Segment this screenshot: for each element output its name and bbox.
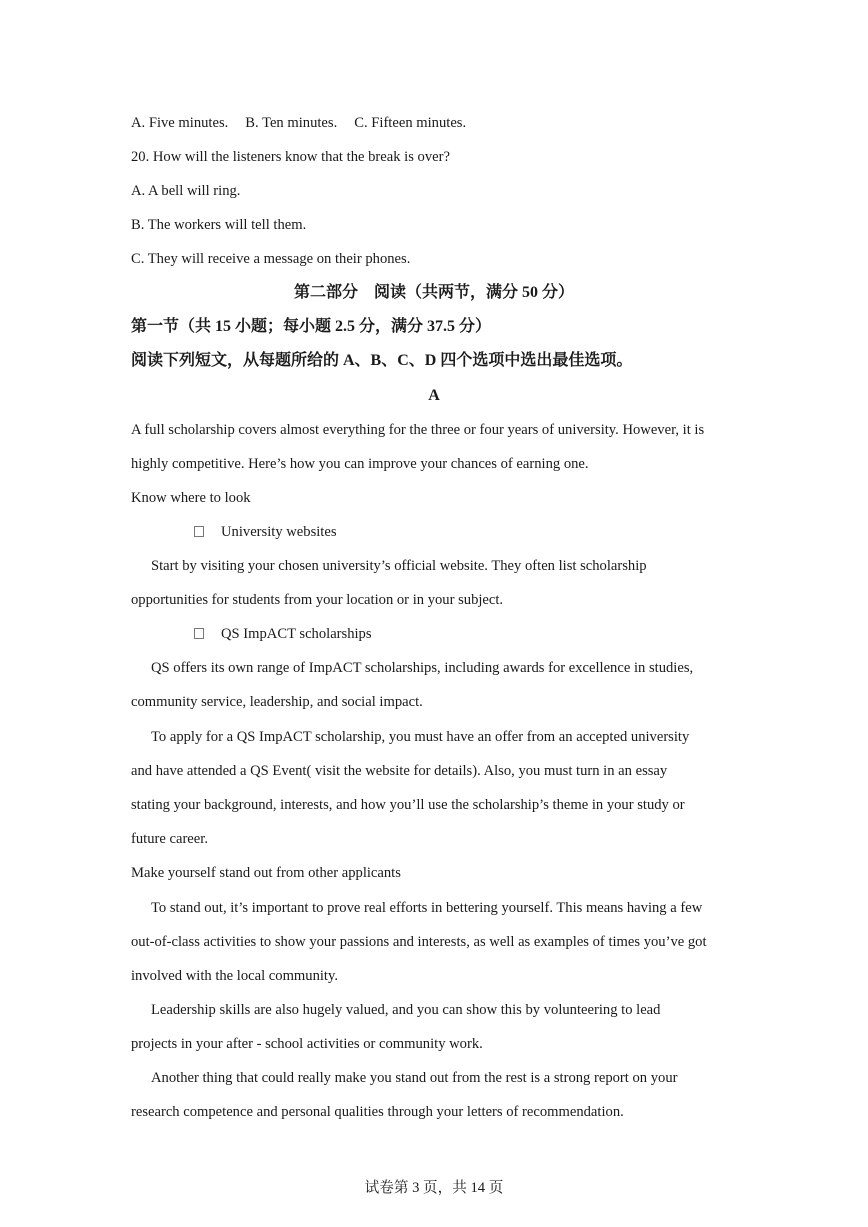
checkbox-bullet-icon: [194, 628, 204, 639]
paragraph-line: QS offers its own range of ImpACT scholarships, including awards for excellence in studies,: [151, 660, 694, 676]
paragraph-line: involved with the local community.: [131, 968, 338, 984]
paragraph-line: and have attended a QS Event( visit the website for details). Also, you must turn in an essay: [131, 763, 668, 779]
q20-option-a: A. A bell will ring.: [131, 183, 241, 199]
bullet-qs-impact: [194, 624, 372, 644]
q20-question: 20. How will the listeners know that the break is over?: [131, 149, 450, 165]
paragraph-line: stating your background, interests, and how you’ll use the scholarship’s theme in your study or: [131, 797, 685, 813]
paragraph-line: highly competitive. Here’s how you can improve your chances of earning one.: [131, 456, 589, 472]
paragraph-line: research competence and personal qualities through your letters of recommendation.: [131, 1104, 624, 1120]
paragraph-line: out-of-class activities to show your passions and interests, as well as examples of times you’ve got: [131, 934, 707, 950]
section1-title: 第一节（共 15 小题；每小题 2.5 分，满分 37.5 分）: [131, 318, 492, 335]
paragraph-line: Leadership skills are also hugely valued, and you can show this by volunteering to lead: [151, 1002, 661, 1018]
paragraph-line: projects in your after - school activities or community work.: [131, 1036, 483, 1052]
q19-option-a: A. Five minutes.: [131, 115, 229, 131]
subheading-know-where: Know where to look: [131, 490, 251, 506]
checkbox-bullet-icon: [194, 526, 204, 537]
bullet-label: QS ImpACT scholarships: [221, 626, 372, 642]
paragraph-line: To apply for a QS ImpACT scholarship, you must have an offer from an accepted university: [151, 729, 690, 745]
paragraph-line: A full scholarship covers almost everything for the three or four years of university. However, it is: [131, 422, 705, 438]
bullet-label: University websites: [221, 524, 337, 540]
passage-label: A: [428, 387, 440, 404]
q20-option-b: B. The workers will tell them.: [131, 217, 307, 233]
paragraph-line: Start by visiting your chosen university’s official website. They often list scholarship: [151, 558, 647, 574]
paragraph-line: To stand out, it’s important to prove real efforts in bettering yourself. This means having a few: [151, 900, 703, 916]
instructions: 阅读下列短文，从每题所给的 A、B、C、D 四个选项中选出最佳选项。: [131, 352, 633, 369]
paragraph-line: Another thing that could really make you stand out from the rest is a strong report on your: [151, 1070, 678, 1086]
paragraph-line: opportunities for students from your location or in your subject.: [131, 592, 504, 608]
page-footer: 试卷第 3 页，共 14 页: [364, 1180, 504, 1196]
q20-option-c: C. They will receive a message on their phones.: [131, 251, 411, 267]
part2-title: 第二部分 阅读（共两节，满分 50 分）: [293, 284, 574, 301]
q19-options: [131, 113, 483, 133]
paragraph-line: future career.: [131, 831, 208, 847]
q19-option-c: C. Fifteen minutes.: [354, 115, 467, 131]
q19-option-b: B. Ten minutes.: [245, 115, 338, 131]
subheading-stand-out: Make yourself stand out from other applicants: [131, 865, 401, 881]
bullet-university-websites: [194, 522, 337, 542]
paragraph-line: community service, leadership, and social impact.: [131, 694, 423, 710]
